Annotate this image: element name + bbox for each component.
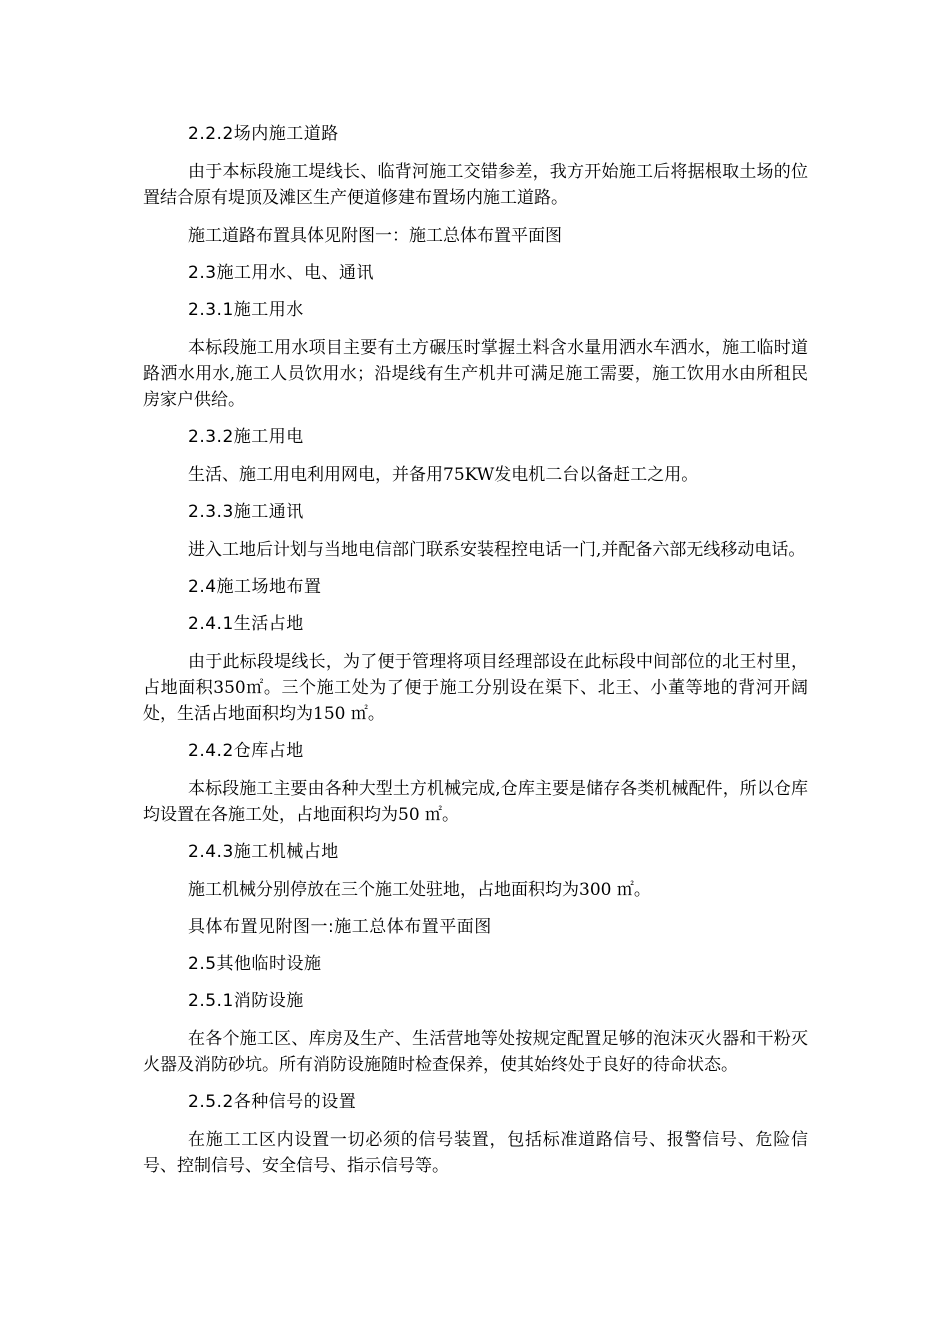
para-road-layout: 施工道路布置具体见附图一：施工总体布置平面图 xyxy=(188,226,562,246)
heading-2-4-2: 2.4.2仓库占地 xyxy=(188,741,304,761)
para-comms: 进入工地后计划与当地电信部门联系安装程控电话一门,并配备六部无线移动电话。 xyxy=(188,540,806,560)
para-road-intro: 由于本标段施工堤线长、临背河施工交错参差，我方开始施工后将据根取土场的位置结合原有堤顶及滩区生产便道修建布置场内施工道路。 xyxy=(143,162,808,208)
para-power: 生活、施工用电利用网电，并备用75KW发电机二台以备赶工之用。 xyxy=(188,465,699,485)
para-living: 由于此标段堤线长，为了便于管理将项目经理部设在此标段中间部位的北王村里，占地面积350㎡。三个施工处为了便于施工分别设在渠下、北王、小董等地的背河开阔处，生活占地面积均为150 ㎡。 xyxy=(143,652,808,724)
para-warehouse: 本标段施工主要由各种大型土方机械完成,仓库主要是储存各类机械配件，所以仓库均设置在各施工处，占地面积均为50 ㎡。 xyxy=(143,779,808,825)
heading-2-5-1: 2.5.1消防设施 xyxy=(188,991,304,1011)
para-water: 本标段施工用水项目主要有土方碾压时掌握土料含水量用洒水车洒水，施工临时道路洒水用水,施工人员饮用水；沿堤线有生产机井可满足施工需要，施工饮用水由所租民房家户供给。 xyxy=(143,338,808,410)
document-body xyxy=(143,122,808,1191)
heading-2-5: 2.5其他临时设施 xyxy=(188,954,322,974)
para-signals: 在施工工区内设置一切必须的信号装置，包括标准道路信号、报警信号、危险信号、控制信号、安全信号、指示信号等。 xyxy=(143,1130,808,1176)
heading-2-4-3: 2.4.3施工机械占地 xyxy=(188,842,339,862)
para-machinery: 施工机械分别停放在三个施工处驻地，占地面积均为300 ㎡。 xyxy=(188,880,651,900)
heading-2-4: 2.4施工场地布置 xyxy=(188,577,322,597)
heading-2-3-1: 2.3.1施工用水 xyxy=(188,300,304,320)
heading-2-2-2: 2.2.2场内施工道路 xyxy=(188,124,339,144)
heading-2-3-2: 2.3.2施工用电 xyxy=(188,427,304,447)
heading-2-4-1: 2.4.1生活占地 xyxy=(188,614,304,634)
para-fire: 在各个施工区、库房及生产、生活营地等处按规定配置足够的泡沫灭火器和干粉灭火器及消防砂坑。所有消防设施随时检查保养，使其始终处于良好的待命状态。 xyxy=(143,1029,808,1075)
heading-2-3: 2.3施工用水、电、通讯 xyxy=(188,263,375,283)
heading-layout-ref: 具体布置见附图一:施工总体布置平面图 xyxy=(188,917,492,937)
heading-2-3-3: 2.3.3施工通讯 xyxy=(188,502,304,522)
heading-2-5-2: 2.5.2各种信号的设置 xyxy=(188,1092,357,1112)
